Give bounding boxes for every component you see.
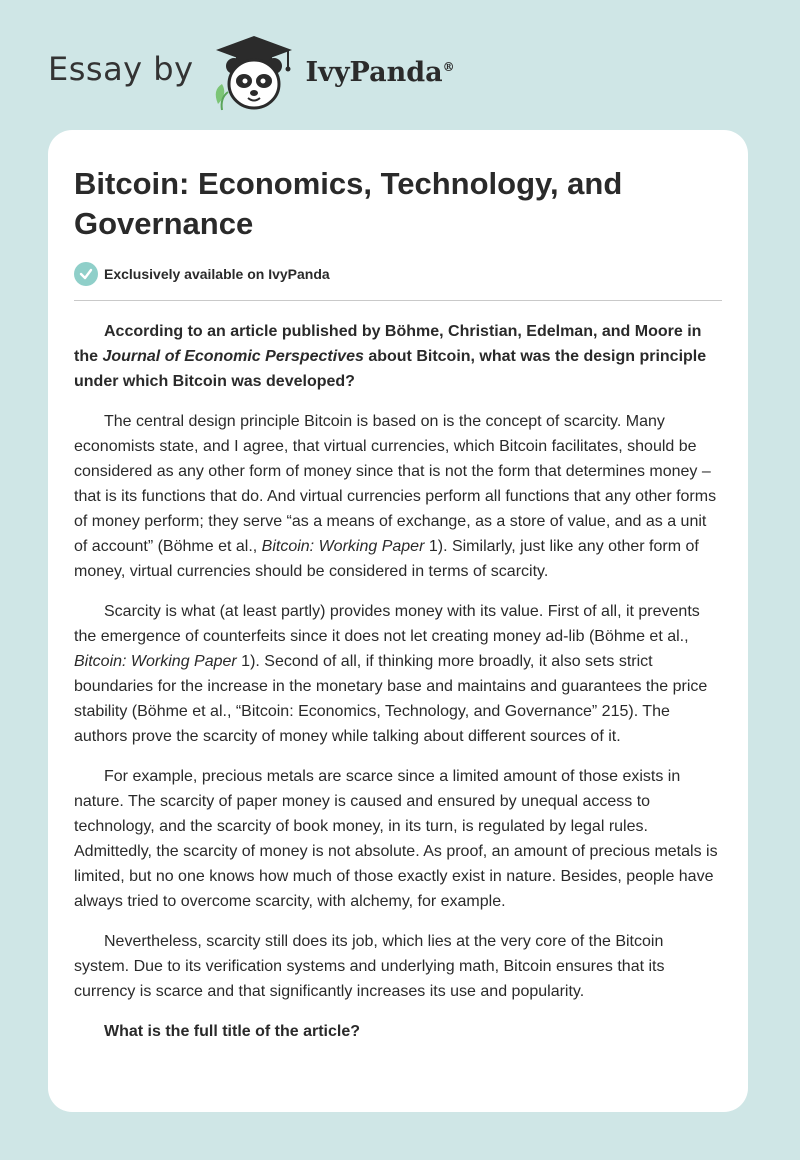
page-title: Bitcoin: Economics, Technology, and Governance [74,166,623,241]
citation-title: Bitcoin: Working Paper [74,653,237,670]
journal-title: Journal of Economic Perspectives [102,348,364,365]
brand-prefix: Essay by [48,50,194,88]
essay-card [48,130,748,1112]
divider [74,300,722,301]
exclusive-label: Exclusively available on IvyPanda [104,266,330,282]
question-paragraph: What is the full title of the article? [104,1023,361,1040]
check-icon [74,262,98,286]
body-paragraph: For example, precious metals are scarce since a limited amount of those exists in nature. The scarcity of paper money is caused and ensured by unequal access to technology, and the scarcity of book money, in its turn, is regulated by legal rules. Admittedly, the scarcity of money is not absolute. As proof, an amount of precious metals is limited, but no one knows how much of those exactly exist in nature. Besides, people have always tried to overcome scarcity, with alchemy, for example. [74,768,718,910]
exclusive-badge [74,262,722,286]
body-paragraph: Scarcity is what (at least partly) provides money with its value. First of all, it prevents the emergence of counterfeits since it does not let creating money ad-lib (Böhme et al., Bitcoin: Working Paper 1). Second of all, if thinking more broadly, it also sets strict boundaries for the increase in the monetary base and maintains and guarantees the price stability (Böhme et al., “Bitcoin: Economics, Technology, and Governance” 215). The authors prove the scarcity of money while talking about different sources of it. [74,603,708,745]
question-paragraph: According to an article published by Böhme, Christian, Edelman, and Moore in the Journal of Economic Perspectives about Bitcoin, what was the design principle under which Bitcoin was developed? [74,323,707,390]
citation-title: Bitcoin: Working Paper [261,538,425,555]
brand-name[interactable]: IvyPanda® [305,56,455,88]
body-paragraph: Nevertheless, scarcity still does its job, which lies at the very core of the Bitcoin system. Due to its verification systems and underlying math, Bitcoin ensures that its currency is scarce and that significantly increases its use and popularity. [74,933,665,1000]
body-paragraph: The central design principle Bitcoin is based on is the concept of scarcity. Many economists state, and I agree, that virtual currencies, which Bitcoin facilitates, should be considered as any other form of money since that is not the form that determines money – that is its functions that do. And virtual currencies perform all functions that any other forms of money perform; they serve “as a means of exchange, as a store of value, and as a unit of account” (Böhme et al., Bitcoin: Working Paper 1). Similarly, just like any other form of money, virtual currencies should be considered in terms of scarcity. [74,413,717,580]
panda-logo-icon[interactable] [208,34,300,114]
brand-header [48,34,455,114]
